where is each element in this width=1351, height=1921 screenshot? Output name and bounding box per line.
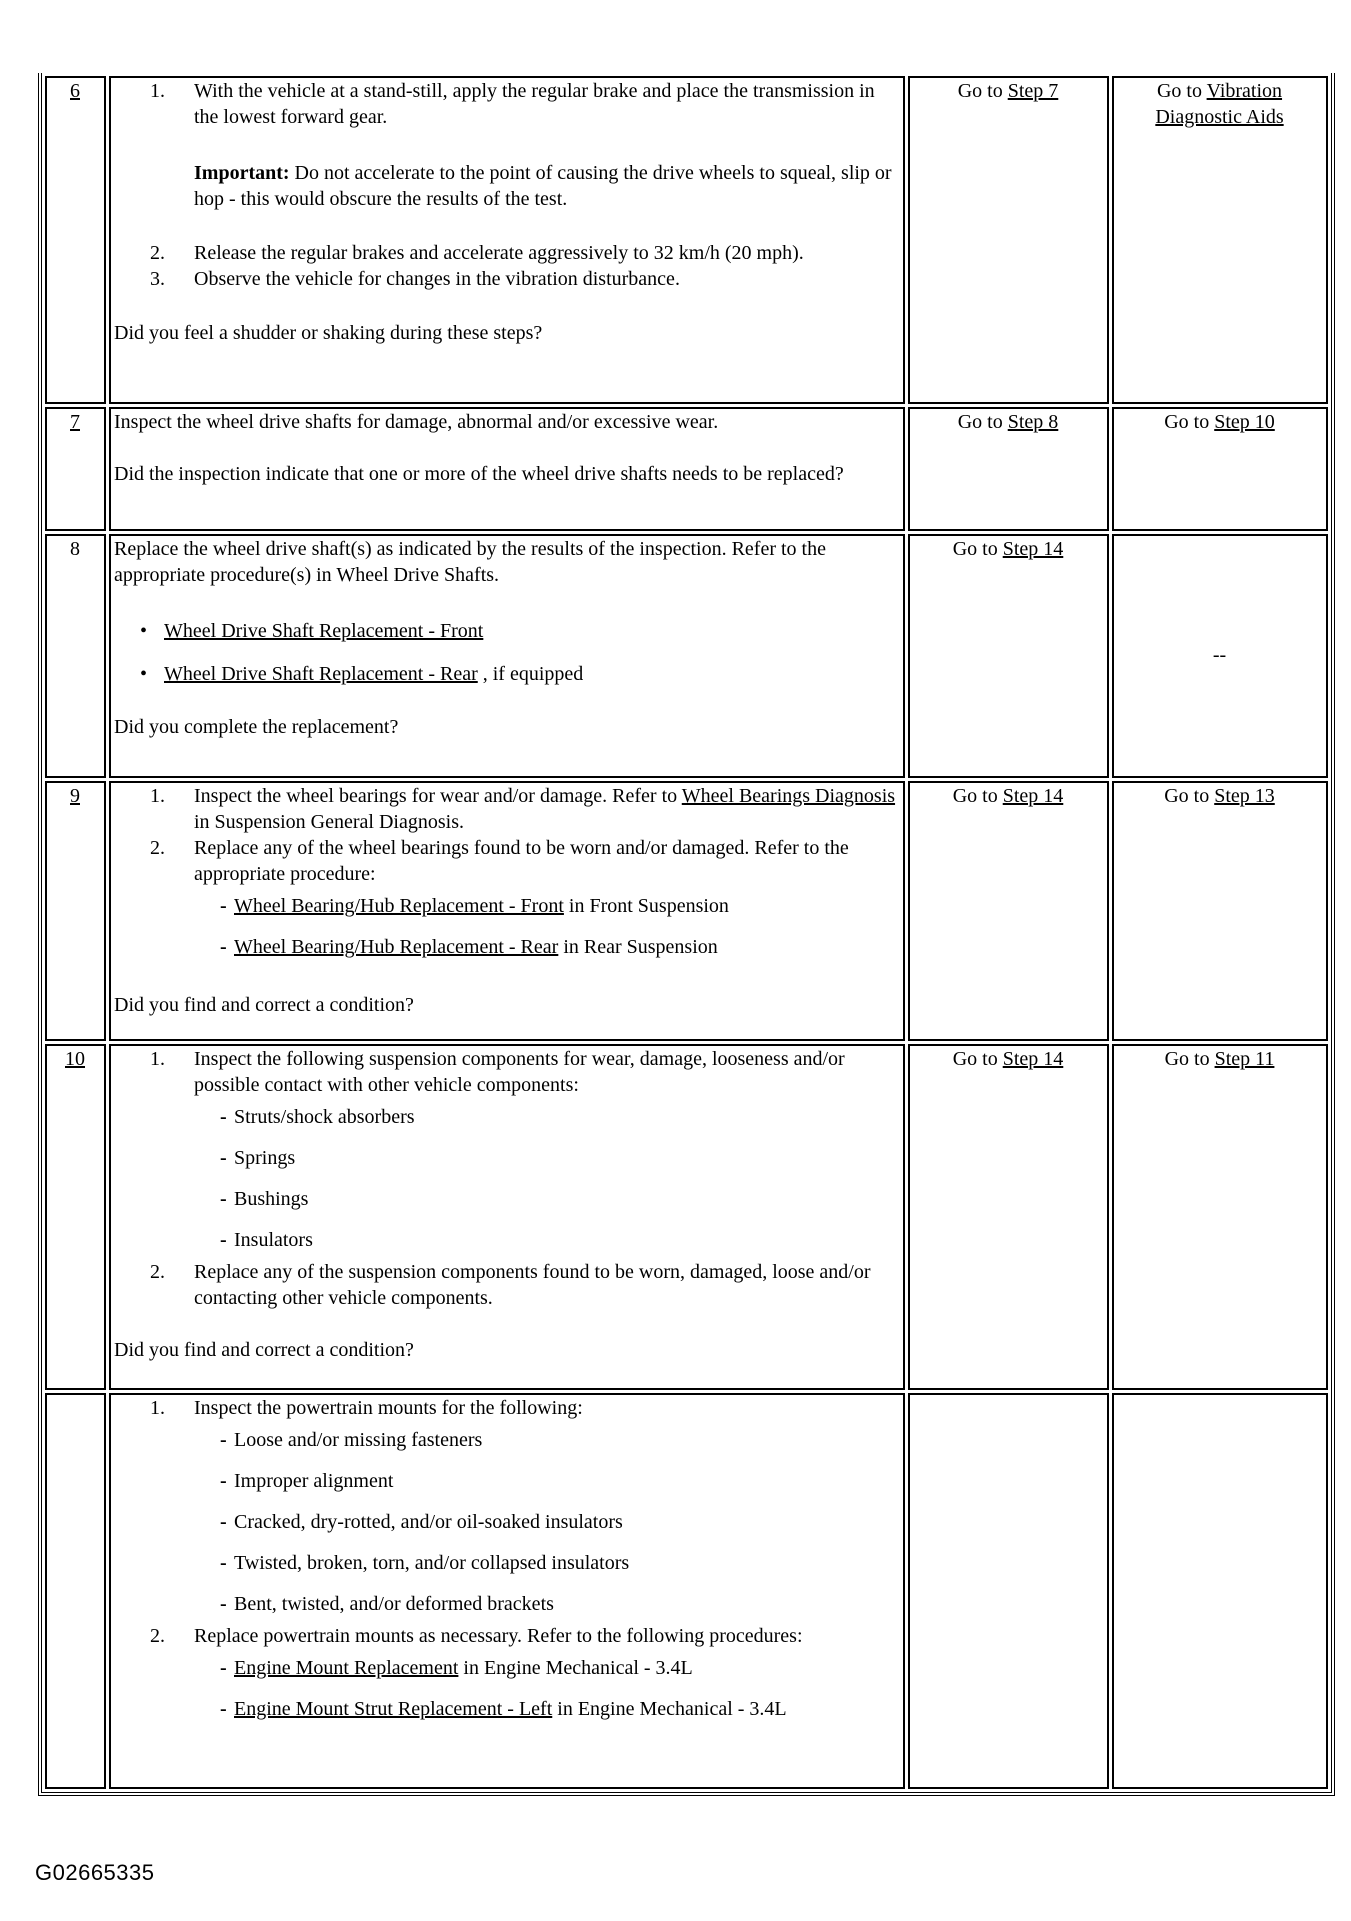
step-number-link[interactable]: 9 (70, 785, 80, 807)
yes-prefix: Go to (952, 538, 1003, 560)
step-cell (45, 534, 106, 778)
sub-item (194, 1427, 899, 1453)
yes-prefix: Go to (952, 1048, 1003, 1070)
bullet-icon: • (140, 620, 148, 642)
procedure-suffix: in Engine Mechanical - 3.4L (458, 1657, 693, 1679)
action-item (114, 78, 899, 240)
item-number: 2. (150, 242, 165, 264)
sub-item-text: Struts/shock absorbers (234, 1106, 415, 1128)
item-suffix: in Suspension General Diagnosis. (194, 811, 464, 833)
step-number-link[interactable]: 10 (65, 1048, 85, 1070)
procedure-suffix: in Rear Suspension (558, 936, 718, 958)
procedure-list (114, 618, 899, 687)
table-row-step-6 (45, 76, 1328, 404)
item-number: 2. (150, 1625, 165, 1647)
dash-icon: - (220, 1106, 227, 1128)
procedure-link[interactable]: Wheel Drive Shaft Replacement - Rear (164, 663, 478, 685)
no-prefix: Go to (1164, 1048, 1215, 1070)
yes-cell (908, 76, 1109, 404)
dash-icon: - (220, 1657, 227, 1679)
question-text: Did you feel a shudder or shaking during these steps? (114, 322, 543, 344)
step-cell (45, 781, 106, 1041)
sub-item-text: Improper alignment (234, 1470, 394, 1492)
item-number: 3. (150, 268, 165, 290)
sub-item (194, 1550, 899, 1576)
dash-icon: - (220, 1511, 227, 1533)
no-link[interactable]: Vibration Diagnostic Aids (1155, 80, 1284, 128)
item-text: Inspect the powertrain mounts for the following: (194, 1397, 583, 1419)
item-text: Replace any of the wheel bearings found to be worn and/or damaged. Refer to the appropriate procedure: (194, 837, 849, 885)
no-cell (1112, 534, 1328, 778)
item-text: Release the regular brakes and accelerate aggressively to 32 km/h (20 mph). (194, 242, 804, 264)
diagnostic-table-container (38, 73, 1335, 1796)
procedure-suffix: in Front Suspension (563, 895, 729, 917)
step-cell (45, 1044, 106, 1390)
table-row-step-9 (45, 781, 1328, 1041)
diagnosis-link[interactable]: Wheel Bearings Diagnosis (681, 785, 896, 807)
sub-list (194, 893, 899, 960)
dash-icon: - (220, 1552, 227, 1574)
item-text: With the vehicle at a stand-still, apply the regular brake and place the transmission in the lowest forward gear. (194, 80, 875, 128)
sub-item-text: Twisted, broken, torn, and/or collapsed insulators (234, 1552, 630, 1574)
no-prefix: Go to (1164, 785, 1215, 807)
item-number: 2. (150, 837, 165, 859)
question-text: Did the inspection indicate that one or more of the wheel drive shafts needs to be replaced? (114, 463, 844, 485)
sub-item (194, 893, 899, 919)
dash-icon: - (220, 1593, 227, 1615)
action-item (114, 835, 899, 960)
yes-cell (908, 534, 1109, 778)
procedure-link[interactable]: Engine Mount Replacement (234, 1657, 459, 1679)
no-prefix: Go to (1164, 411, 1215, 433)
action-cell (109, 534, 905, 778)
action-cell (109, 407, 905, 531)
yes-cell (908, 407, 1109, 531)
yes-cell (908, 1044, 1109, 1390)
no-cell (1112, 76, 1328, 404)
item-number: 1. (150, 1048, 165, 1070)
procedure-suffix: in Engine Mechanical - 3.4L (552, 1698, 787, 1720)
important-text: Do not accelerate to the point of causing the drive wheels to squeal, slip or hop - this would obscure the results of the test. (194, 162, 892, 210)
yes-prefix: Go to (952, 785, 1003, 807)
sub-item-text: Bushings (234, 1188, 309, 1210)
dash-icon: - (220, 1470, 227, 1492)
dash-icon: - (220, 1698, 227, 1720)
sub-list (194, 1427, 899, 1617)
step-number-link[interactable]: 7 (70, 411, 80, 433)
item-text: Inspect the following suspension components for wear, damage, looseness and/or possible contact with other vehicle components: (194, 1048, 845, 1096)
sub-item-text: Springs (234, 1147, 296, 1169)
yes-prefix: Go to (957, 411, 1008, 433)
sub-item (194, 1591, 899, 1617)
sub-item-text: Loose and/or missing fasteners (234, 1429, 483, 1451)
sub-item (194, 1104, 899, 1130)
table-row-step-10 (45, 1044, 1328, 1390)
yes-cell (908, 1393, 1109, 1789)
action-item (114, 266, 899, 292)
action-item (114, 1046, 899, 1253)
action-item (114, 240, 899, 266)
list-item (114, 661, 899, 687)
yes-prefix: Go to (957, 80, 1008, 102)
item-text: Replace powertrain mounts as necessary. Refer to the following procedures: (194, 1625, 803, 1647)
sub-item (194, 1696, 899, 1722)
procedure-link[interactable]: Wheel Bearing/Hub Replacement - Rear (234, 936, 559, 958)
table-row-step-8 (45, 534, 1328, 778)
item-number: 1. (150, 80, 165, 102)
item-number: 2. (150, 1261, 165, 1283)
no-cell (1112, 407, 1328, 531)
action-list (114, 78, 899, 292)
no-cell (1112, 1044, 1328, 1390)
table-row-step-11 (45, 1393, 1328, 1789)
sub-item-text: Bent, twisted, and/or deformed brackets (234, 1593, 554, 1615)
yes-link[interactable]: Step 14 (1002, 785, 1064, 807)
dash-icon: - (220, 1429, 227, 1451)
action-cell (109, 1393, 905, 1789)
sub-item (194, 1227, 899, 1253)
question-text: Did you find and correct a condition? (114, 1339, 414, 1361)
item-text: Inspect the wheel bearings for wear and/or damage. Refer to (194, 785, 682, 807)
no-cell (1112, 1393, 1328, 1789)
sub-item (194, 1655, 899, 1681)
action-text: Inspect the wheel drive shafts for damage, abnormal and/or excessive wear. (114, 411, 719, 433)
action-list (114, 783, 899, 960)
sub-item (194, 1468, 899, 1494)
dash-icon: - (220, 1188, 227, 1210)
item-number: 1. (150, 1397, 165, 1419)
no-prefix: Go to (1156, 80, 1207, 102)
action-cell (109, 781, 905, 1041)
table-row-step-7 (45, 407, 1328, 531)
bullet-icon: • (140, 663, 148, 685)
step-cell (45, 76, 106, 404)
diagnostic-table (42, 73, 1331, 1792)
procedure-link[interactable]: Wheel Drive Shaft Replacement - Front (164, 620, 484, 642)
no-link[interactable]: Step 11 (1214, 1048, 1275, 1070)
action-item (114, 1395, 899, 1617)
sub-item (194, 1509, 899, 1535)
important-label: Important: (194, 162, 290, 184)
sub-item (194, 1186, 899, 1212)
dash-icon: - (220, 1147, 227, 1169)
sub-item-text: Insulators (234, 1229, 313, 1251)
action-text: Replace the wheel drive shaft(s) as indicated by the results of the inspection. Refer to the appropriate procedure(s) in Wheel Drive Shafts. (114, 538, 826, 586)
sub-list (194, 1655, 899, 1722)
question-text: Did you find and correct a condition? (114, 994, 414, 1016)
no-link[interactable]: Step 13 (1214, 785, 1275, 807)
sub-item (194, 1145, 899, 1171)
sub-item-text: Cracked, dry-rotted, and/or oil-soaked insulators (234, 1511, 623, 1533)
action-list (114, 1395, 899, 1722)
step-number: 8 (70, 538, 80, 560)
step-cell (45, 1393, 106, 1789)
list-item (114, 618, 899, 644)
step-number-link[interactable]: 6 (70, 80, 80, 102)
no-cell (1112, 781, 1328, 1041)
sub-list (194, 1104, 899, 1253)
question-text: Did you complete the replacement? (114, 716, 399, 738)
image-id-label: G02665335 (35, 1860, 155, 1885)
procedure-link[interactable]: Engine Mount Strut Replacement - Left (234, 1698, 553, 1720)
item-number: 1. (150, 785, 165, 807)
action-item (114, 1259, 899, 1311)
yes-link[interactable]: Step 14 (1002, 538, 1064, 560)
yes-cell (908, 781, 1109, 1041)
procedure-link[interactable]: Wheel Bearing/Hub Replacement - Front (234, 895, 564, 917)
yes-link[interactable]: Step 7 (1007, 80, 1059, 102)
action-item (114, 1623, 899, 1722)
yes-link[interactable]: Step 14 (1002, 1048, 1064, 1070)
item-text: Replace any of the suspension components found to be worn, damaged, loose and/or contacting other vehicle components. (194, 1261, 871, 1309)
yes-link[interactable]: Step 8 (1007, 411, 1059, 433)
no-text: -- (1212, 644, 1227, 666)
dash-icon: - (220, 1229, 227, 1251)
action-list (114, 1046, 899, 1311)
sub-item (194, 934, 899, 960)
action-cell (109, 76, 905, 404)
procedure-suffix: , if equipped (477, 663, 584, 685)
action-cell (109, 1044, 905, 1390)
dash-icon: - (220, 936, 227, 958)
step-cell (45, 407, 106, 531)
dash-icon: - (220, 895, 227, 917)
no-link[interactable]: Step 10 (1214, 411, 1275, 433)
item-text: Observe the vehicle for changes in the vibration disturbance. (194, 268, 680, 290)
action-item (114, 783, 899, 835)
